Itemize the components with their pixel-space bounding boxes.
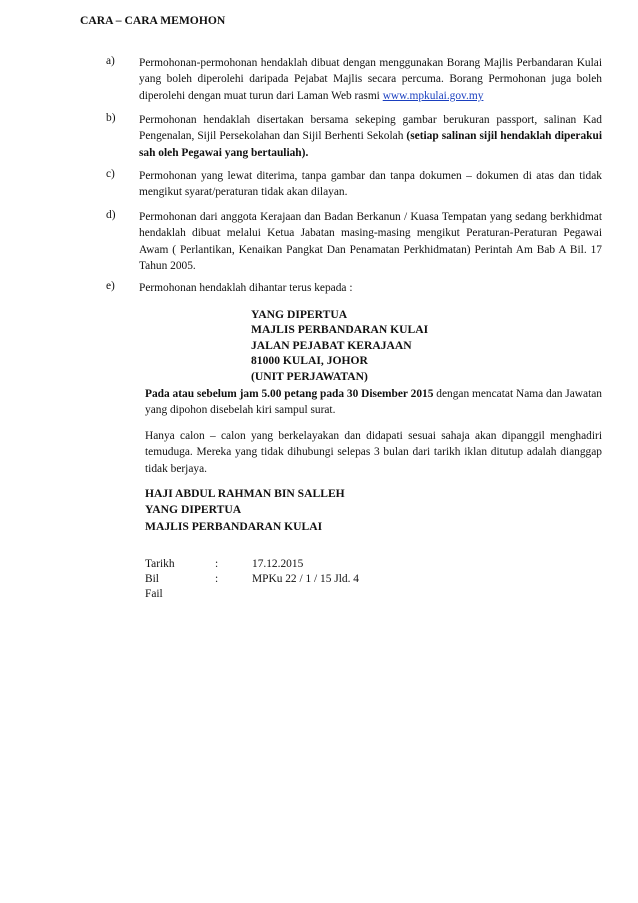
website-link[interactable]: www.mpkulai.gov.my bbox=[382, 89, 484, 102]
address-line: (UNIT PERJAWATAN) bbox=[251, 369, 368, 383]
item-text bbox=[139, 55, 602, 104]
item-letter: a) bbox=[106, 55, 115, 67]
item-text bbox=[139, 112, 602, 161]
signatory-name: HAJI ABDUL RAHMAN BIN SALLEH bbox=[145, 487, 345, 500]
list-item-a bbox=[106, 55, 602, 104]
list-item-b bbox=[106, 112, 602, 161]
deadline-rest: dengan mencatat Nama dan Jawatan yang dipohon disebelah kiri sampul surat. bbox=[145, 388, 602, 417]
item-letter: c) bbox=[106, 168, 115, 180]
separator: : bbox=[215, 558, 219, 570]
notice-paragraph: Hanya calon – calon yang berkelayakan dan didapati sesuai sahaja akan dipanggil menghadiri temuduga. Mereka yang tidak dihubungi selepas 3 bulan dari tarikh iklan ditutup adalah dianggap tidak berjaya. bbox=[145, 430, 602, 475]
page-title: CARA – CARA MEMOHON bbox=[80, 14, 226, 27]
separator: : bbox=[215, 572, 219, 585]
signatory-title: YANG DIPERTUA bbox=[145, 503, 242, 517]
item-letter: d) bbox=[106, 209, 116, 221]
mailing-address bbox=[251, 307, 428, 384]
signatory-org: MAJLIS PERBANDARAN KULAI bbox=[145, 519, 323, 533]
item-text: Permohonan yang lewat diterima, tanpa gambar dan tanpa dokumen – dokumen di atas dan tidak mengikut syarat/peraturan tidak akan dilayan. bbox=[139, 170, 602, 199]
signature-block bbox=[145, 486, 345, 535]
list-item-d bbox=[106, 209, 602, 275]
address-line: YANG DIPERTUA bbox=[251, 308, 348, 321]
deadline-paragraph bbox=[145, 386, 602, 419]
item-text: Permohonan dari anggota Kerajaan dan Badan Berkanun / Kuasa Tempatan yang sedang berkhidmat hendaklah dibuat melalui Ketua Jabatan masing-masing mengikut Peraturan-Peraturan Pegawai Awam ( Perlantikan, Kenaikan Pangkat Dan Penamatan Perkhidmatan) Perintah Am Bab A Bil. 17 Tahun 2005. bbox=[139, 211, 602, 273]
address-line: MAJLIS PERBANDARAN KULAI bbox=[251, 323, 429, 337]
item-text-body: Permohonan-permohonan hendaklah dibuat dengan menggunakan Borang Majlis Perbandaran Kulai yang boleh diperolehi daripada Pejabat Majlis secara percuma. Borang Permohonan juga boleh diperolehi dengan muat turun dari Laman Web rasmi bbox=[139, 57, 602, 102]
list-item-e bbox=[106, 280, 602, 296]
item-letter: e) bbox=[106, 280, 115, 292]
deadline-bold: Pada atau sebelum jam 5.00 petang pada 30 Disember 2015 bbox=[145, 388, 434, 400]
item-letter: b) bbox=[106, 112, 116, 124]
file-label: Bil Fail bbox=[145, 572, 163, 600]
item-text-bold: (setiap salinan sijil hendaklah diperakui sah oleh Pegawai yang bertauliah). bbox=[139, 130, 602, 159]
item-text: Permohonan hendaklah dihantar terus kepada : bbox=[139, 282, 353, 294]
item-text-body: Permohonan hendaklah disertakan bersama sekeping gambar berukuran passport, salinan Kad Pengenalan, Sijil Persekolahan dan Sijil Berhenti Sekolah bbox=[139, 114, 602, 143]
date-label: Tarikh bbox=[145, 558, 175, 570]
address-line: JALAN PEJABAT KERAJAAN bbox=[251, 338, 412, 352]
address-line: 81000 KULAI, JOHOR bbox=[251, 354, 368, 368]
file-value: MPKu 22 / 1 / 15 Jld. 4 bbox=[252, 572, 359, 585]
list-item-c bbox=[106, 168, 602, 201]
date-value: 17.12.2015 bbox=[252, 558, 304, 570]
